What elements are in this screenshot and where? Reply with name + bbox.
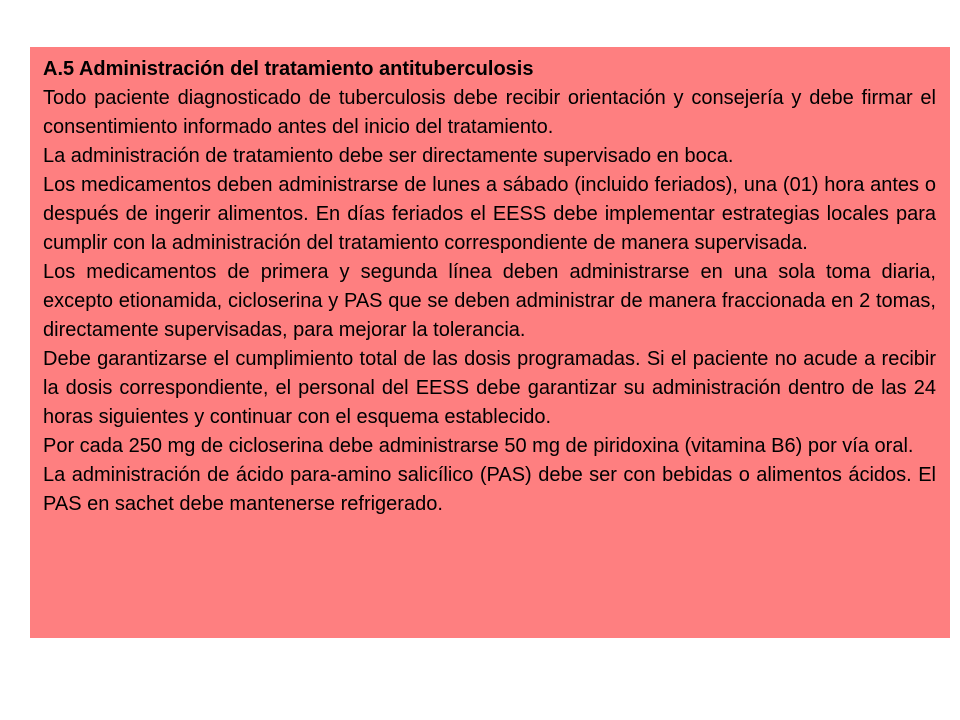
- paragraph-pyridoxine: Por cada 250 mg de cicloserina debe administrarse 50 mg de piridoxina (vitamina B6) por vía oral.: [43, 435, 914, 457]
- paragraph-schedule: Los medicamentos deben administrarse de lunes a sábado (incluido feriados), una (01) hora antes o después de ingerir alimentos. En días feriados el EESS debe implementar estrategias locales para cumplir con la administración del tratamiento correspondiente de manera supervisada.: [43, 174, 936, 254]
- content-box: [30, 47, 950, 638]
- paragraph-supervision: La administración de tratamiento debe ser directamente supervisado en boca.: [43, 145, 734, 167]
- paragraph-consent: Todo paciente diagnosticado de tuberculosis debe recibir orientación y consejería y debe firmar el consentimiento informado antes del inicio del tratamiento.: [43, 87, 936, 138]
- paragraph-daily-dose: Los medicamentos de primera y segunda línea deben administrarse en una sola toma diaria, excepto etionamida, cicloserina y PAS que se deben administrar de manera fraccionada en 2 tomas, directamente supervisadas, para mejorar la tolerancia.: [43, 261, 936, 341]
- paragraph-compliance: Debe garantizarse el cumplimiento total de las dosis programadas. Si el paciente no acude a recibir la dosis correspondiente, el personal del EESS debe garantizar su administración dentro de las 24 horas siguientes y continuar con el esquema establecido.: [43, 348, 936, 428]
- paragraph-pas: La administración de ácido para-amino salicílico (PAS) debe ser con bebidas o alimentos ácidos. El PAS en sachet debe mantenerse refrigerado.: [43, 464, 936, 515]
- section-heading: A.5 Administración del tratamiento antituberculosis: [43, 58, 534, 80]
